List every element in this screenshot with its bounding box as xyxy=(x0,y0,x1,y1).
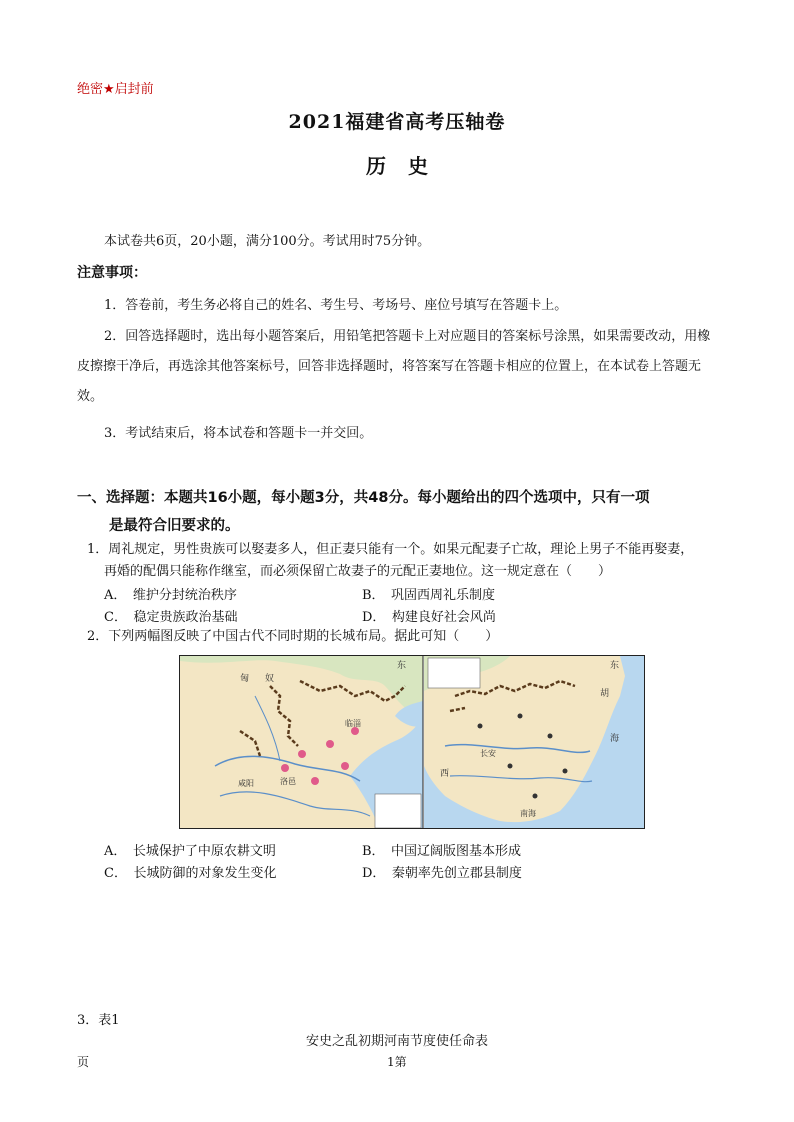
q2-option-c: C． 长城防御的对象发生变化 xyxy=(104,866,277,881)
map-left-label-xiong: 匈 xyxy=(240,674,250,684)
map-left-label-linzi: 临淄 xyxy=(345,719,361,728)
question-1-stem-line1: 1．周礼规定，男性贵族可以娶妻多人，但正妻只能有一个。如果元配妻子亡故，理论上男子不能再娶妻， xyxy=(87,542,694,557)
section-heading-line1: 一、选择题：本题共16小题，每小题3分，共48分。每小题给出的四个选项中，只有一项 xyxy=(77,490,650,506)
map-right-label-hu: 胡 xyxy=(600,689,610,699)
map-left-label-xianyang: 咸阳 xyxy=(238,779,254,788)
exam-subject: 历史 xyxy=(366,154,450,178)
question-3-label: 3．表1 xyxy=(77,1013,120,1028)
map-left-label-luoyi: 洛邑 xyxy=(280,777,296,786)
q1-option-b: B． 巩固西周礼乐制度 xyxy=(362,588,496,603)
q2-option-d: D． 秦朝率先创立郡县制度 xyxy=(362,866,522,881)
notice-item-3: 3．考试结束后，将本试卷和答题卡一并交回。 xyxy=(104,426,373,441)
map-ming-dynasty xyxy=(424,656,645,829)
footer-page-number: 1第 xyxy=(387,1055,407,1069)
section-heading xyxy=(77,484,727,540)
question-1-stem-line2: 再婚的配偶只能称作继室，而必须保留亡故妻子的元配正妻地位。这一规定意在（ ） xyxy=(104,564,612,579)
map-left-label-nu: 奴 xyxy=(265,674,275,684)
map-left-label-east: 东 xyxy=(397,661,407,671)
notice-item-2: 2．回答选择题时，选出每小题答案后，用铅笔把答题卡上对应题目的答案标号涂黑，如果需要改动，用橡皮擦擦干净后，再选涂其他答案标号，回答非选择题时，将答案写在答题卡相应的位置上，在本试卷上答题无效。 xyxy=(77,329,711,404)
exam-title: 2021福建省高考压轴卷 xyxy=(288,111,506,133)
q1-option-d: D． 构建良好社会风尚 xyxy=(362,610,496,625)
map-right-label-xi: 西 xyxy=(440,769,450,779)
map-right-label-east: 东 xyxy=(610,661,620,671)
map-right-label-nanhai: 南海 xyxy=(520,809,536,818)
q2-option-b: B． 中国辽阔版图基本形成 xyxy=(362,844,522,859)
great-wall-maps xyxy=(179,655,645,829)
q2-option-a: A． 长城保护了中原农耕文明 xyxy=(104,844,276,859)
q1-option-c: C． 稳定贵族政治基础 xyxy=(104,610,238,625)
section-heading-line2: 是最符合旧要求的。 xyxy=(109,518,240,534)
q1-option-a: A． 维护分封统治秩序 xyxy=(104,588,237,603)
map-warring-states xyxy=(180,656,423,829)
confidential-mark: 绝密★启封前 xyxy=(77,82,154,97)
table-caption: 安史之乱初期河南节度使任命表 xyxy=(305,1034,488,1049)
question-1 xyxy=(87,539,727,583)
notice-heading: 注意事项： xyxy=(77,265,147,281)
notice-item-1: 1．答卷前，考生务必将自己的姓名、考生号、考场号、座位号填写在答题卡上。 xyxy=(104,298,568,313)
map-right-label-hai: 海 xyxy=(610,734,620,744)
exam-intro: 本试卷共6页，20小题，满分100分。考试用时75分钟。 xyxy=(104,234,431,249)
footer-page-left: 页 xyxy=(77,1055,90,1069)
question-2-stem: 2．下列两幅图反映了中国古代不同时期的长城布局。据此可知（ ） xyxy=(87,629,499,644)
map-right-label-changan: 长安 xyxy=(480,749,496,758)
